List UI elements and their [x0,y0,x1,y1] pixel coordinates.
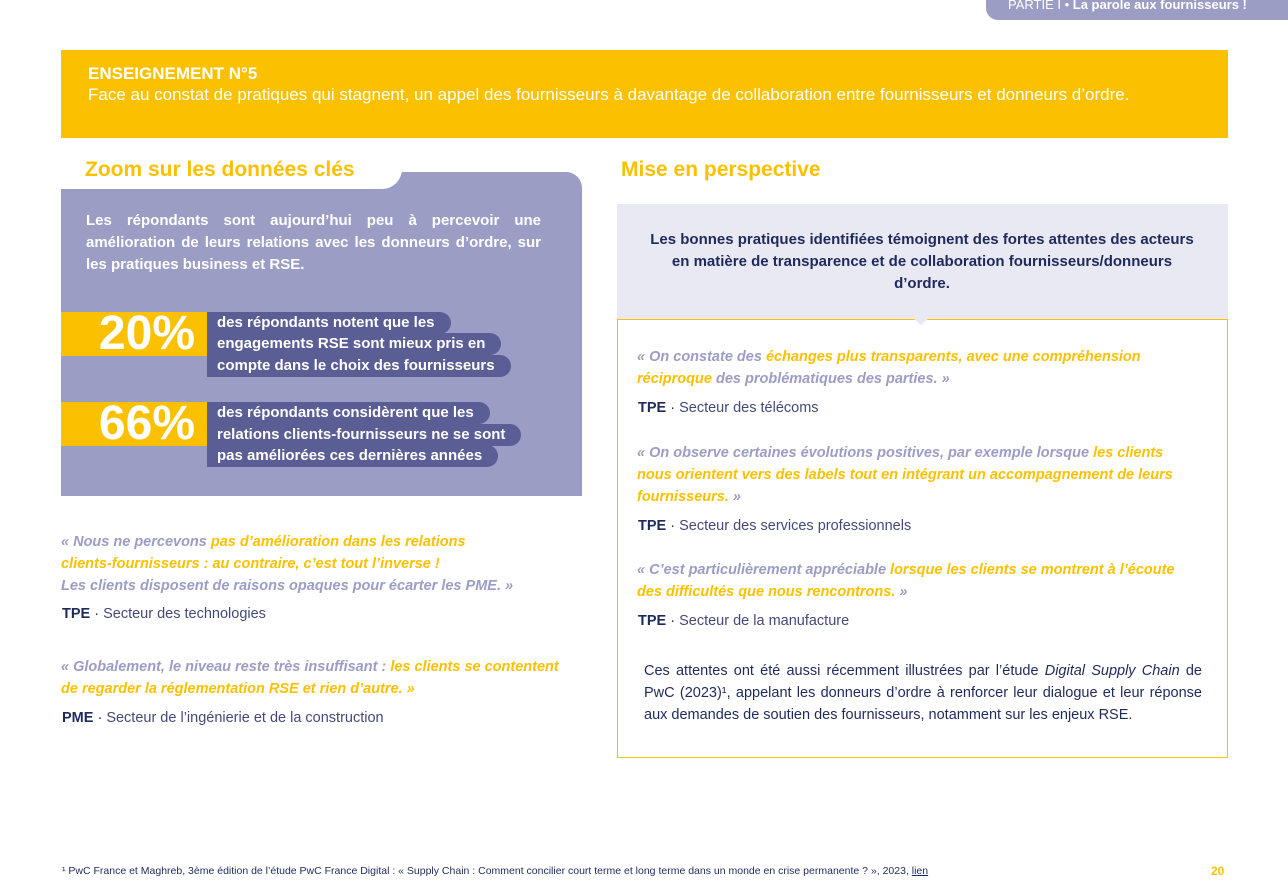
key-data-title: Zoom sur les données clés [85,158,355,181]
banner-text: Face au constat de pratiques qui stagnent, un appel des fournisseurs à davantage de collaboration entre fournisseurs et donneurs d’ordre. [88,85,1130,104]
sector: Secteur de l’ingénierie et de la construction [106,710,384,726]
quote-text: » [728,489,741,505]
company-size: PME [62,710,94,726]
quote-text: « C’est particulièrement appréciable [637,562,891,578]
stat-text-line: pas améliorées ces dernières années [207,445,498,467]
stat-value-66: 66% [61,402,207,446]
stat-text-line: des répondants notent que les [207,312,451,334]
quote-highlight: les clients se contentent [390,659,559,675]
quote-text: » [895,584,908,600]
quote-highlight: fournisseurs. [637,489,729,505]
right-quote-3-attribution: TPE · Secteur de la manufacture [638,613,850,629]
stat-text-line: compte dans le choix des fournisseurs [207,355,511,377]
quote-text: « On constate des [637,349,766,365]
stat-text-line: engagements RSE sont mieux pris en [207,333,501,355]
footnote-link[interactable]: lien [911,865,929,877]
quote-highlight: lorsque les clients se montrent à l’écoute [890,562,1175,578]
right-quote-2 [637,442,1222,508]
part-title: La parole aux fournisseurs ! [1072,0,1247,12]
sector: Secteur des technologies [103,606,266,622]
right-quote-3 [637,559,1222,603]
perspective-intro: Les bonnes pratiques identifiées témoignent des fortes attentes des acteurs en matière de transparence et de collaboration fournisseurs/donneurs d’ordre. [650,231,1194,292]
closing-text: de PwC (2023)¹, appelant les donneurs d’ordre à renforcer leur dialogue et leur réponse aux demandes de soutien des fournisseurs, notamment sur les enjeux RSE. [644,663,1202,723]
footnote-text: ¹ PwC France et Maghreb, 3ème édition de l’étude PwC France Digital : « Supply Chain : Comment concilier court terme et long terme dans un monde en crise permanente ? », 2023, [62,865,912,877]
quote-text: « On observe certaines évolutions positives, par exemple lorsque [637,445,1094,461]
quote-highlight: clients-fournisseurs : au contraire, c’est tout l’inverse ! [61,556,440,572]
company-size: TPE [62,606,91,622]
quote-highlight: des difficultés que nous rencontrons. [637,584,896,600]
quote-highlight: les clients [1093,445,1164,461]
part-separator: • [1060,0,1073,12]
page-number: 20 [1211,864,1225,878]
left-quote-1 [61,531,591,597]
sector: Secteur de la manufacture [679,613,850,629]
callout-notch [913,318,929,325]
study-title: Digital Supply Chain [1044,663,1180,679]
left-quote-2-attribution: PME · Secteur de l’ingénierie et de la construction [62,710,384,726]
stat-text-line: des répondants considèrent que les [207,402,490,424]
section-tab [986,0,1288,20]
stat-value-20: 20% [61,312,207,356]
quote-text: « Nous ne percevons [61,534,211,550]
left-quote-2 [61,656,621,700]
left-quote-1-attribution: TPE · Secteur des technologies [62,606,266,622]
closing-text: Ces attentes ont été aussi récemment illustrées par l’étude [644,663,1045,679]
key-data-intro: Les répondants sont aujourd’hui peu à percevoir une amélioration de leurs relations avec les donneurs d’ordre, sur les pratiques business et RSE. [86,212,541,273]
sector: Secteur des services professionnels [679,518,912,534]
right-quote-1-attribution: TPE · Secteur des télécoms [638,400,819,416]
quote-highlight: échanges plus transparents, avec une compréhension [765,349,1141,365]
lesson-banner [61,50,1228,138]
sector: Secteur des télécoms [679,400,819,416]
banner-title: ENSEIGNEMENT N°5 [88,64,258,83]
company-size: TPE [638,518,667,534]
part-label: PARTIE I [1008,0,1061,12]
quote-text: « Globalement, le niveau reste très insuffisant : [61,659,391,675]
quote-highlight: de regarder la réglementation RSE et rien d’autre. » [61,681,415,697]
stat-text-line: relations clients-fournisseurs ne se sont [207,424,521,446]
right-quote-1 [637,346,1217,390]
quote-highlight: réciproque [637,371,712,387]
closing-paragraph [644,660,1202,726]
company-size: TPE [638,613,667,629]
company-size: TPE [638,400,667,416]
quote-highlight: nous orientent vers des labels tout en intégrant un accompagnement de leurs [637,467,1173,483]
quote-text: des problématiques des parties. » [711,371,950,387]
footnote [62,865,928,877]
quote-text: Les clients disposent de raisons opaques pour écarter les PME. » [61,578,514,594]
right-quote-2-attribution: TPE · Secteur des services professionnels [638,518,912,534]
quote-highlight: pas d’amélioration dans les relations [210,534,466,550]
perspective-title: Mise en perspective [621,158,821,181]
